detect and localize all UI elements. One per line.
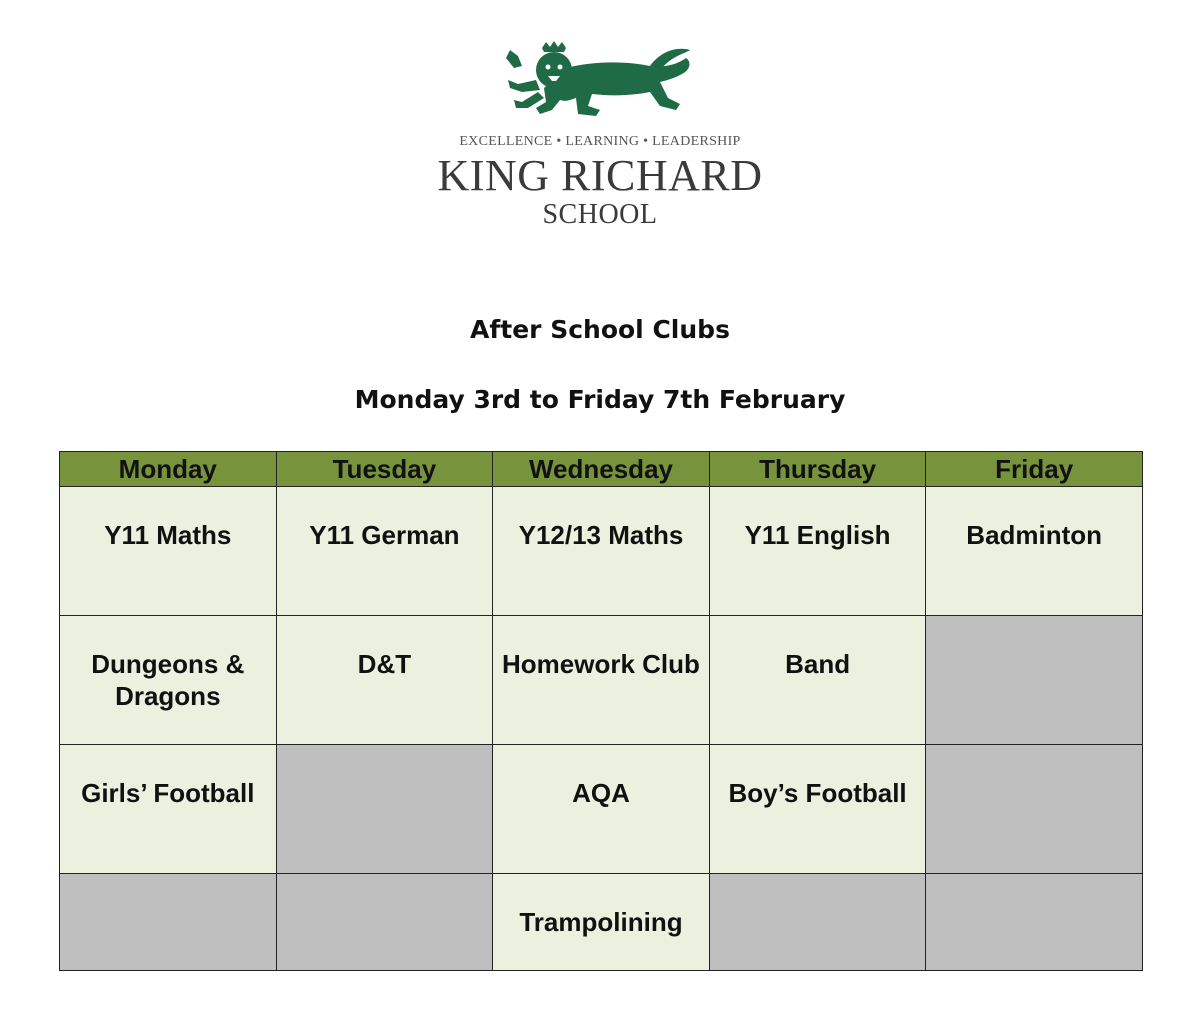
- club-cell: Homework Club: [493, 616, 710, 745]
- empty-cell: [709, 874, 926, 971]
- day-header-friday: Friday: [926, 452, 1143, 487]
- empty-cell: [276, 745, 493, 874]
- day-header-thursday: Thursday: [709, 452, 926, 487]
- club-cell: Dungeons & Dragons: [60, 616, 277, 745]
- club-cell: Badminton: [926, 487, 1143, 616]
- day-header-row: [60, 452, 1143, 487]
- club-cell: Y12/13 Maths: [493, 487, 710, 616]
- club-cell: D&T: [276, 616, 493, 745]
- empty-cell: [60, 874, 277, 971]
- empty-cell: [926, 874, 1143, 971]
- school-name-sub: SCHOOL: [542, 199, 658, 230]
- club-cell: Trampolining: [493, 874, 710, 971]
- club-cell: Boy’s Football: [709, 745, 926, 874]
- page-title: After School Clubs: [470, 315, 730, 344]
- table-row: [60, 874, 1143, 971]
- school-motto: EXCELLENCE • LEARNING • LEADERSHIP: [459, 134, 741, 149]
- date-range: Monday 3rd to Friday 7th February: [354, 385, 846, 414]
- club-cell: Y11 English: [709, 487, 926, 616]
- club-cell: Y11 Maths: [60, 487, 277, 616]
- table-row: [60, 745, 1143, 874]
- table-row: [60, 487, 1143, 616]
- empty-cell: [276, 874, 493, 971]
- club-cell: AQA: [493, 745, 710, 874]
- club-cell: Y11 German: [276, 487, 493, 616]
- lion-crest-icon: [500, 40, 700, 120]
- school-logo: [0, 40, 1200, 230]
- clubs-timetable: [59, 451, 1143, 971]
- empty-cell: [926, 745, 1143, 874]
- school-name: KING RICHARD: [437, 151, 763, 200]
- day-header-monday: Monday: [60, 452, 277, 487]
- empty-cell: [926, 616, 1143, 745]
- club-cell: Band: [709, 616, 926, 745]
- day-header-wednesday: Wednesday: [493, 452, 710, 487]
- day-header-tuesday: Tuesday: [276, 452, 493, 487]
- table-row: [60, 616, 1143, 745]
- club-cell: Girls’ Football: [60, 745, 277, 874]
